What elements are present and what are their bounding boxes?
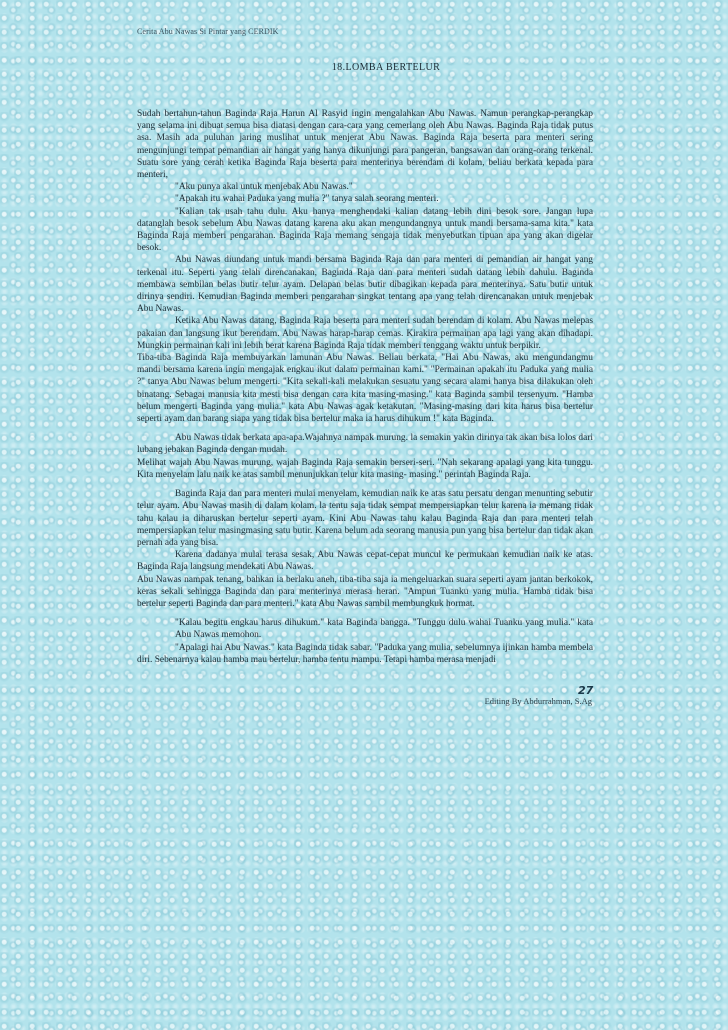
paragraph: "Apakah itu wahai Paduka yang mulia ?" tanya salah seorang menteri. [175, 194, 439, 205]
editor-credit: Editing By Abdurrahman, S.Ag [484, 696, 592, 706]
story-body [137, 108, 593, 666]
paragraph: Sudah bertahun-tahun Baginda Raja Harun Al Rasyid ingin mengalahkan Abu Nawas. Namun perangkap-perangkap yang selama ini dibuat semua bisa diatasi dengan cara-cara yang cemerlang oleh Abu Nawas. Baginda Raja tidak putus asa. Masih ada puluhan jaring muslihat untuk menjerat Abu Nawas. Baginda Raja beserta para menteri sering mengunjungi tempat pemandian air hangat yang hanya dikunjungi para pangeran, bangsawan dan orang-orang terkenal. Suatu sore yang cerah ketika Baginda Raja beserta para menterinya berendam di kolam, beliau berkata kepada para menteri, [137, 109, 593, 181]
paragraph: Abu Nawas diundang untuk mandi bersama Baginda Raja dan para menteri di pemandian air hangat yang terkenal itu. Seperti yang telah direncanakan, Baginda Raja dan para menteri sudah datang lebih dahulu. Baginda membawa sembilan belas butir telur ayam. Delapan belas butir dibagikan kepada para menterinya. Satu butir untuk dirinya sendiri. Kemudian Baginda memberi pengarahan singkat tentang apa yang telah direncanakan untuk menjebak Abu Nawas. [137, 255, 593, 315]
chapter-title: 18.LOMBA BERTELUR [331, 62, 441, 73]
paragraph: "Aku punya akal untuk menjebak Abu Nawas." [175, 182, 353, 193]
paragraph: "Kalian tak usah tahu dulu. Aku hanya menghendaki kalian datang lebih dini besok sore. Jangan lupa datanglah besok sebelum Abu Nawas datang karena aku akan mengundangnya untuk mandi bersama-sama kita." kata Baginda Raja memberi pengarahan. Baginda Raja memang sengaja tidak menyebutkan tipuan apa yang akan digelar besok. [137, 206, 593, 254]
paragraph: "Kalau begitu engkau harus dihukum." kata Baginda bangga. "Tunggu dulu wahai Tuanku yang mulia." kata Abu Nawas memohon. [175, 618, 593, 641]
paragraph: Abu Nawas tidak berkata apa-apa.Wajahnya nampak murung. la semakin yakin dirinya tak akan bisa lolos dari lubang jebakan Baginda dengan mudah. [137, 433, 593, 456]
paragraph: Ketika Abu Nawas datang, Baginda Raja beserta para menteri sudah berendam di kolam. Abu Nawas melepas pakaian dan langsung ikut berendam. Abu Nawas harap-harap cemas. Kirakira permainan apa lagi yang akan dihadapi. Mungkin permainan kali ini lebih berat karena Baginda Raja tidak memberi tenggang waktu untuk berpikir. [137, 316, 593, 351]
paragraph: Melihat wajah Abu Nawas murung, wajah Baginda Raja semakin berseri-seri. "Nah sekarang apalagi yang kita tunggu. Kita menyelam lalu naik ke atas sambil menunjukkan telur kita masing- masing." perintah Baginda Raja. [137, 457, 593, 480]
paragraph: Abu Nawas nampak tenang, bahkan ia berlaku aneh, tiba-tiba saja ia mengeluarkan suara seperti ayam jantan berkokok, keras sekali sehingga Baginda dan para menterinya merasa heran. "Ampun Tuanku yang mulia. Hamba tidak bisa bertelur seperti Baginda dan para menteri." kata Abu Nawas sambil membungkuk hormat. [137, 574, 593, 609]
paragraph: Karena dadanya mulai terasa sesak, Abu Nawas cepat-cepat muncul ke permukaan kemudian naik ke atas. Baginda Raja langsung mendekati Abu Nawas. [137, 550, 593, 573]
paragraph: Tiba-tiba Baginda Raja membuyarkan lamunan Abu Nawas. Beliau berkata, "Hai Abu Nawas, aku mengundangmu mandi bersama karena ingin mengajak engkau ikut dalam permainan kami." "Permainan apakah itu Paduka yang mulia ?" tanya Abu Nawas belum mengerti. "Kita sekali-kali melakukan sesuatu yang secara alami hanya bisa dilakukan oleh binatang. Sebagai manusia kita mesti bisa dengan cara kita masing-masing." kata Baginda sambil tersenyum. "Hamba belum mengerti Baginda yang mulia." kata Abu Nawas agak ketakutan. "Masing-masing dari kita harus bisa bertelur seperti ayam dan barang siapa yang tidak bisa bertelur maka ia harus dihukum !" kata Baginda. [137, 353, 593, 425]
paragraph: Baginda Raja dan para menteri mulai menyelam, kemudian naik ke atas satu persatu dengan menunting sebutir telur ayam. Abu Nawas masih di dalam kolam. la tentu saja tidak sempat mempersiapkan telur karena ia memang tidak tahu kalau ia diharuskan bertelur seperti ayam. Kini Abu Nawas tahu kalau Baginda Raja dan para menteri telah mempersiapkan telur masingmasing satu butir. Karena belum ada seorang manusia pun yang bisa bertelur dan tidak akan pernah ada yang bisa. [137, 489, 593, 548]
running-header: Cerita Abu Nawas Si Pintar yang CERDIK [137, 27, 279, 36]
page-number: 27 [578, 684, 594, 697]
paragraph: "Apalagi hai Abu Nawas." kata Baginda tidak sabar. "Paduka yang mulia, sebelumnya ijinkan hamba membela diri. Sebenarnya kalau hamba mau bertelur, hamba tentu mampu. Tetapi hamba merasa menjadi [137, 642, 593, 665]
